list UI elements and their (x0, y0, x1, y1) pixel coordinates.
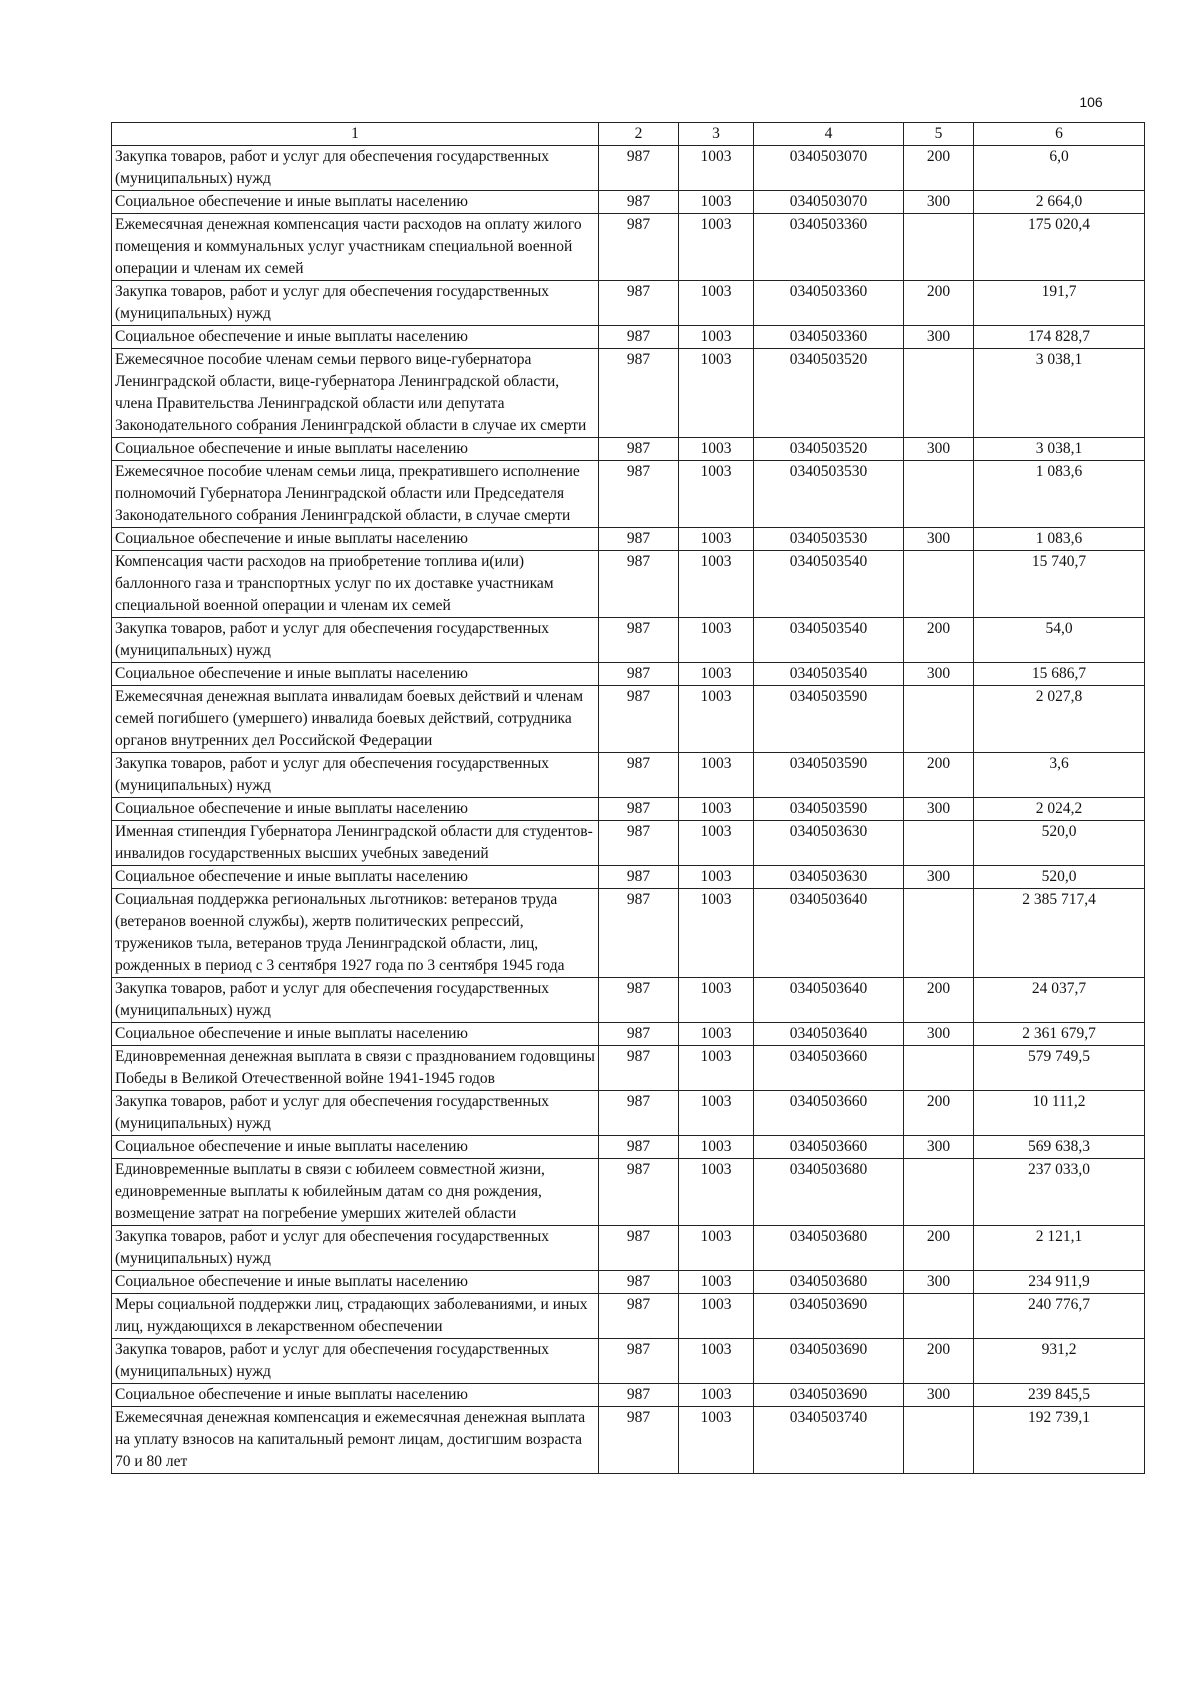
row-type-cell: 200 (904, 1226, 974, 1271)
row-grbs-cell: 987 (599, 821, 679, 866)
row-target-cell: 0340503740 (754, 1407, 904, 1474)
row-grbs-cell: 987 (599, 1407, 679, 1474)
row-section-cell: 1003 (679, 618, 754, 663)
row-section-cell: 1003 (679, 528, 754, 551)
row-grbs-cell: 987 (599, 326, 679, 349)
row-grbs-cell: 987 (599, 438, 679, 461)
row-name-cell: Закупка товаров, работ и услуг для обеспечения государственных (муниципальных) нужд (112, 1339, 599, 1384)
row-grbs-cell: 987 (599, 618, 679, 663)
row-target-cell: 0340503530 (754, 528, 904, 551)
row-grbs-cell: 987 (599, 349, 679, 438)
row-type-cell: 200 (904, 753, 974, 798)
table-row (112, 978, 1145, 1023)
row-target-cell: 0340503630 (754, 821, 904, 866)
row-target-cell: 0340503640 (754, 1023, 904, 1046)
table-row (112, 1384, 1145, 1407)
row-name-cell: Меры социальной поддержки лиц, страдающих заболеваниями, и иных лиц, нуждающихся в лекарственном обеспечении (112, 1294, 599, 1339)
row-type-cell: 300 (904, 438, 974, 461)
table-row (112, 214, 1145, 281)
header-col-4: 4 (754, 123, 904, 146)
row-section-cell: 1003 (679, 1226, 754, 1271)
row-target-cell: 0340503640 (754, 889, 904, 978)
row-name-cell: Именная стипендия Губернатора Ленинградской области для студентов-инвалидов государственных высших учебных заведений (112, 821, 599, 866)
row-section-cell: 1003 (679, 1159, 754, 1226)
row-type-cell: 200 (904, 618, 974, 663)
row-target-cell: 0340503660 (754, 1046, 904, 1091)
row-target-cell: 0340503530 (754, 461, 904, 528)
table-row (112, 1226, 1145, 1271)
row-name-cell: Социальное обеспечение и иные выплаты населению (112, 1023, 599, 1046)
row-section-cell: 1003 (679, 214, 754, 281)
row-section-cell: 1003 (679, 1271, 754, 1294)
row-section-cell: 1003 (679, 1136, 754, 1159)
row-section-cell: 1003 (679, 686, 754, 753)
row-section-cell: 1003 (679, 281, 754, 326)
row-grbs-cell: 987 (599, 461, 679, 528)
row-amount-cell: 3 038,1 (974, 349, 1145, 438)
table-row (112, 1046, 1145, 1091)
row-type-cell: 300 (904, 528, 974, 551)
table-row (112, 1271, 1145, 1294)
row-grbs-cell: 987 (599, 798, 679, 821)
header-col-3: 3 (679, 123, 754, 146)
row-target-cell: 0340503630 (754, 866, 904, 889)
row-amount-cell: 520,0 (974, 821, 1145, 866)
row-target-cell: 0340503680 (754, 1271, 904, 1294)
row-amount-cell: 2 361 679,7 (974, 1023, 1145, 1046)
row-section-cell: 1003 (679, 146, 754, 191)
row-type-cell: 300 (904, 798, 974, 821)
table-row (112, 438, 1145, 461)
row-type-cell: 200 (904, 978, 974, 1023)
row-name-cell: Ежемесячное пособие членам семьи лица, прекратившего исполнение полномочий Губернатора Ленинградской области или Председателя Законодательного собрания Ленинградской области, в случае смерти (112, 461, 599, 528)
row-grbs-cell: 987 (599, 866, 679, 889)
table-row (112, 753, 1145, 798)
row-target-cell: 0340503690 (754, 1294, 904, 1339)
row-section-cell: 1003 (679, 438, 754, 461)
row-type-cell (904, 1159, 974, 1226)
row-grbs-cell: 987 (599, 1159, 679, 1226)
row-target-cell: 0340503360 (754, 326, 904, 349)
row-target-cell: 0340503540 (754, 618, 904, 663)
row-name-cell: Закупка товаров, работ и услуг для обеспечения государственных (муниципальных) нужд (112, 618, 599, 663)
table-row (112, 528, 1145, 551)
row-section-cell: 1003 (679, 1091, 754, 1136)
row-grbs-cell: 987 (599, 191, 679, 214)
row-type-cell: 300 (904, 1136, 974, 1159)
row-section-cell: 1003 (679, 663, 754, 686)
row-section-cell: 1003 (679, 1407, 754, 1474)
row-target-cell: 0340503360 (754, 281, 904, 326)
table-row (112, 686, 1145, 753)
row-type-cell: 200 (904, 146, 974, 191)
header-col-6: 6 (974, 123, 1145, 146)
row-section-cell: 1003 (679, 1339, 754, 1384)
row-grbs-cell: 987 (599, 214, 679, 281)
row-grbs-cell: 987 (599, 146, 679, 191)
row-target-cell: 0340503070 (754, 191, 904, 214)
row-type-cell: 200 (904, 281, 974, 326)
table-row (112, 551, 1145, 618)
table-row (112, 618, 1145, 663)
row-name-cell: Ежемесячная денежная выплата инвалидам боевых действий и членам семей погибшего (умершего) инвалида боевых действий, сотрудника органов внутренних дел Российской Федерации (112, 686, 599, 753)
row-section-cell: 1003 (679, 753, 754, 798)
row-section-cell: 1003 (679, 1384, 754, 1407)
row-type-cell (904, 214, 974, 281)
table-row (112, 1339, 1145, 1384)
table-row (112, 663, 1145, 686)
table-row (112, 326, 1145, 349)
row-target-cell: 0340503590 (754, 753, 904, 798)
header-col-5: 5 (904, 123, 974, 146)
header-col-2: 2 (599, 123, 679, 146)
table-row (112, 191, 1145, 214)
row-name-cell: Социальное обеспечение и иные выплаты населению (112, 798, 599, 821)
row-grbs-cell: 987 (599, 978, 679, 1023)
row-amount-cell: 3 038,1 (974, 438, 1145, 461)
row-grbs-cell: 987 (599, 1023, 679, 1046)
row-name-cell: Ежемесячная денежная компенсация части расходов на оплату жилого помещения и коммунальных услуг участникам специальной военной операции и членам их семей (112, 214, 599, 281)
row-name-cell: Компенсация части расходов на приобретение топлива и(или) баллонного газа и транспортных услуг по их доставке участникам специальной военной операции и членам их семей (112, 551, 599, 618)
row-amount-cell: 237 033,0 (974, 1159, 1145, 1226)
row-name-cell: Единовременные выплаты в связи с юбилеем совместной жизни, единовременные выплаты к юбилейным датам со дня рождения, возмещение затрат на погребение умерших жителей области (112, 1159, 599, 1226)
row-grbs-cell: 987 (599, 551, 679, 618)
row-amount-cell: 15 686,7 (974, 663, 1145, 686)
row-name-cell: Социальное обеспечение и иные выплаты населению (112, 663, 599, 686)
row-grbs-cell: 987 (599, 1294, 679, 1339)
row-type-cell: 300 (904, 326, 974, 349)
row-name-cell: Социальное обеспечение и иные выплаты населению (112, 438, 599, 461)
row-amount-cell: 15 740,7 (974, 551, 1145, 618)
table-row (112, 1407, 1145, 1474)
row-grbs-cell: 987 (599, 1384, 679, 1407)
page-number: 106 (1079, 94, 1103, 110)
row-name-cell: Закупка товаров, работ и услуг для обеспечения государственных (муниципальных) нужд (112, 1091, 599, 1136)
table-body (112, 146, 1145, 1474)
row-section-cell: 1003 (679, 326, 754, 349)
row-grbs-cell: 987 (599, 1226, 679, 1271)
row-target-cell: 0340503540 (754, 551, 904, 618)
row-amount-cell: 579 749,5 (974, 1046, 1145, 1091)
table-row (112, 798, 1145, 821)
row-target-cell: 0340503680 (754, 1159, 904, 1226)
row-grbs-cell: 987 (599, 528, 679, 551)
row-amount-cell: 2 024,2 (974, 798, 1145, 821)
row-section-cell: 1003 (679, 1023, 754, 1046)
row-type-cell (904, 889, 974, 978)
row-amount-cell: 192 739,1 (974, 1407, 1145, 1474)
row-name-cell: Ежемесячное пособие членам семьи первого вице-губернатора Ленинградской области, вице-губернатора Ленинградской области, члена Правительства Ленинградской области или депутата Законодательного собрания Ленинградской области в случае их смерти (112, 349, 599, 438)
row-name-cell: Ежемесячная денежная компенсация и ежемесячная денежная выплата на уплату взносов на капитальный ремонт лицам, достигшим возраста 70 и 80 лет (112, 1407, 599, 1474)
row-type-cell: 300 (904, 1023, 974, 1046)
row-grbs-cell: 987 (599, 1271, 679, 1294)
row-section-cell: 1003 (679, 551, 754, 618)
row-section-cell: 1003 (679, 1046, 754, 1091)
row-target-cell: 0340503590 (754, 798, 904, 821)
row-name-cell: Социальное обеспечение и иные выплаты населению (112, 1384, 599, 1407)
row-amount-cell: 520,0 (974, 866, 1145, 889)
row-section-cell: 1003 (679, 349, 754, 438)
row-section-cell: 1003 (679, 821, 754, 866)
row-grbs-cell: 987 (599, 1136, 679, 1159)
table-row (112, 146, 1145, 191)
table-row (112, 461, 1145, 528)
row-name-cell: Единовременная денежная выплата в связи с празднованием годовщины Победы в Великой Отечественной войне 1941-1945 годов (112, 1046, 599, 1091)
row-amount-cell: 239 845,5 (974, 1384, 1145, 1407)
row-amount-cell: 3,6 (974, 753, 1145, 798)
row-name-cell: Социальное обеспечение и иные выплаты населению (112, 1136, 599, 1159)
row-type-cell: 200 (904, 1091, 974, 1136)
table-row (112, 1159, 1145, 1226)
row-type-cell: 300 (904, 663, 974, 686)
row-name-cell: Закупка товаров, работ и услуг для обеспечения государственных (муниципальных) нужд (112, 281, 599, 326)
table-row (112, 889, 1145, 978)
row-amount-cell: 2 385 717,4 (974, 889, 1145, 978)
row-amount-cell: 174 828,7 (974, 326, 1145, 349)
row-grbs-cell: 987 (599, 1046, 679, 1091)
row-amount-cell: 569 638,3 (974, 1136, 1145, 1159)
row-name-cell: Закупка товаров, работ и услуг для обеспечения государственных (муниципальных) нужд (112, 146, 599, 191)
row-amount-cell: 191,7 (974, 281, 1145, 326)
row-type-cell (904, 349, 974, 438)
budget-table (111, 122, 1145, 1474)
table-row (112, 1023, 1145, 1046)
row-amount-cell: 175 020,4 (974, 214, 1145, 281)
row-grbs-cell: 987 (599, 281, 679, 326)
row-type-cell (904, 1046, 974, 1091)
table-row (112, 866, 1145, 889)
table-header (112, 123, 1145, 146)
row-amount-cell: 234 911,9 (974, 1271, 1145, 1294)
row-target-cell: 0340503660 (754, 1136, 904, 1159)
row-section-cell: 1003 (679, 191, 754, 214)
table-row (112, 1136, 1145, 1159)
row-target-cell: 0340503690 (754, 1339, 904, 1384)
table-row (112, 821, 1145, 866)
row-name-cell: Закупка товаров, работ и услуг для обеспечения государственных (муниципальных) нужд (112, 753, 599, 798)
row-grbs-cell: 987 (599, 663, 679, 686)
row-target-cell: 0340503660 (754, 1091, 904, 1136)
row-type-cell (904, 686, 974, 753)
row-type-cell: 300 (904, 191, 974, 214)
row-section-cell: 1003 (679, 461, 754, 528)
row-type-cell (904, 821, 974, 866)
row-grbs-cell: 987 (599, 753, 679, 798)
row-type-cell: 200 (904, 1339, 974, 1384)
row-target-cell: 0340503690 (754, 1384, 904, 1407)
table-row (112, 349, 1145, 438)
row-grbs-cell: 987 (599, 889, 679, 978)
row-type-cell: 300 (904, 866, 974, 889)
row-amount-cell: 240 776,7 (974, 1294, 1145, 1339)
row-amount-cell: 10 111,2 (974, 1091, 1145, 1136)
row-target-cell: 0340503680 (754, 1226, 904, 1271)
row-amount-cell: 1 083,6 (974, 528, 1145, 551)
row-target-cell: 0340503360 (754, 214, 904, 281)
row-name-cell: Социальное обеспечение и иные выплаты населению (112, 1271, 599, 1294)
row-amount-cell: 6,0 (974, 146, 1145, 191)
row-name-cell: Социальное обеспечение и иные выплаты населению (112, 528, 599, 551)
row-section-cell: 1003 (679, 866, 754, 889)
row-section-cell: 1003 (679, 978, 754, 1023)
row-target-cell: 0340503540 (754, 663, 904, 686)
row-section-cell: 1003 (679, 798, 754, 821)
row-name-cell: Социальное обеспечение и иные выплаты населению (112, 191, 599, 214)
row-type-cell (904, 461, 974, 528)
table-row (112, 1294, 1145, 1339)
row-name-cell: Социальное обеспечение и иные выплаты населению (112, 866, 599, 889)
table-row (112, 281, 1145, 326)
row-grbs-cell: 987 (599, 1339, 679, 1384)
row-name-cell: Социальное обеспечение и иные выплаты населению (112, 326, 599, 349)
row-amount-cell: 1 083,6 (974, 461, 1145, 528)
table-row (112, 1091, 1145, 1136)
row-amount-cell: 24 037,7 (974, 978, 1145, 1023)
row-name-cell: Закупка товаров, работ и услуг для обеспечения государственных (муниципальных) нужд (112, 978, 599, 1023)
row-type-cell (904, 1407, 974, 1474)
row-target-cell: 0340503640 (754, 978, 904, 1023)
row-section-cell: 1003 (679, 1294, 754, 1339)
row-section-cell: 1003 (679, 889, 754, 978)
header-row (112, 123, 1145, 146)
row-grbs-cell: 987 (599, 1091, 679, 1136)
row-target-cell: 0340503520 (754, 349, 904, 438)
row-amount-cell: 54,0 (974, 618, 1145, 663)
row-grbs-cell: 987 (599, 686, 679, 753)
row-target-cell: 0340503070 (754, 146, 904, 191)
row-type-cell: 300 (904, 1271, 974, 1294)
row-amount-cell: 2 027,8 (974, 686, 1145, 753)
row-target-cell: 0340503590 (754, 686, 904, 753)
row-amount-cell: 2 121,1 (974, 1226, 1145, 1271)
header-col-1: 1 (112, 123, 599, 146)
row-target-cell: 0340503520 (754, 438, 904, 461)
row-type-cell: 300 (904, 1384, 974, 1407)
row-name-cell: Закупка товаров, работ и услуг для обеспечения государственных (муниципальных) нужд (112, 1226, 599, 1271)
row-type-cell (904, 1294, 974, 1339)
row-amount-cell: 931,2 (974, 1339, 1145, 1384)
row-amount-cell: 2 664,0 (974, 191, 1145, 214)
row-name-cell: Социальная поддержка региональных льготников: ветеранов труда (ветеранов военной службы), жертв политических репрессий, тружеников тыла, ветеранов труда Ленинградской области, лиц, рожденных в период с 3 сентября 1927 года по 3 сентября 1945 года (112, 889, 599, 978)
row-type-cell (904, 551, 974, 618)
